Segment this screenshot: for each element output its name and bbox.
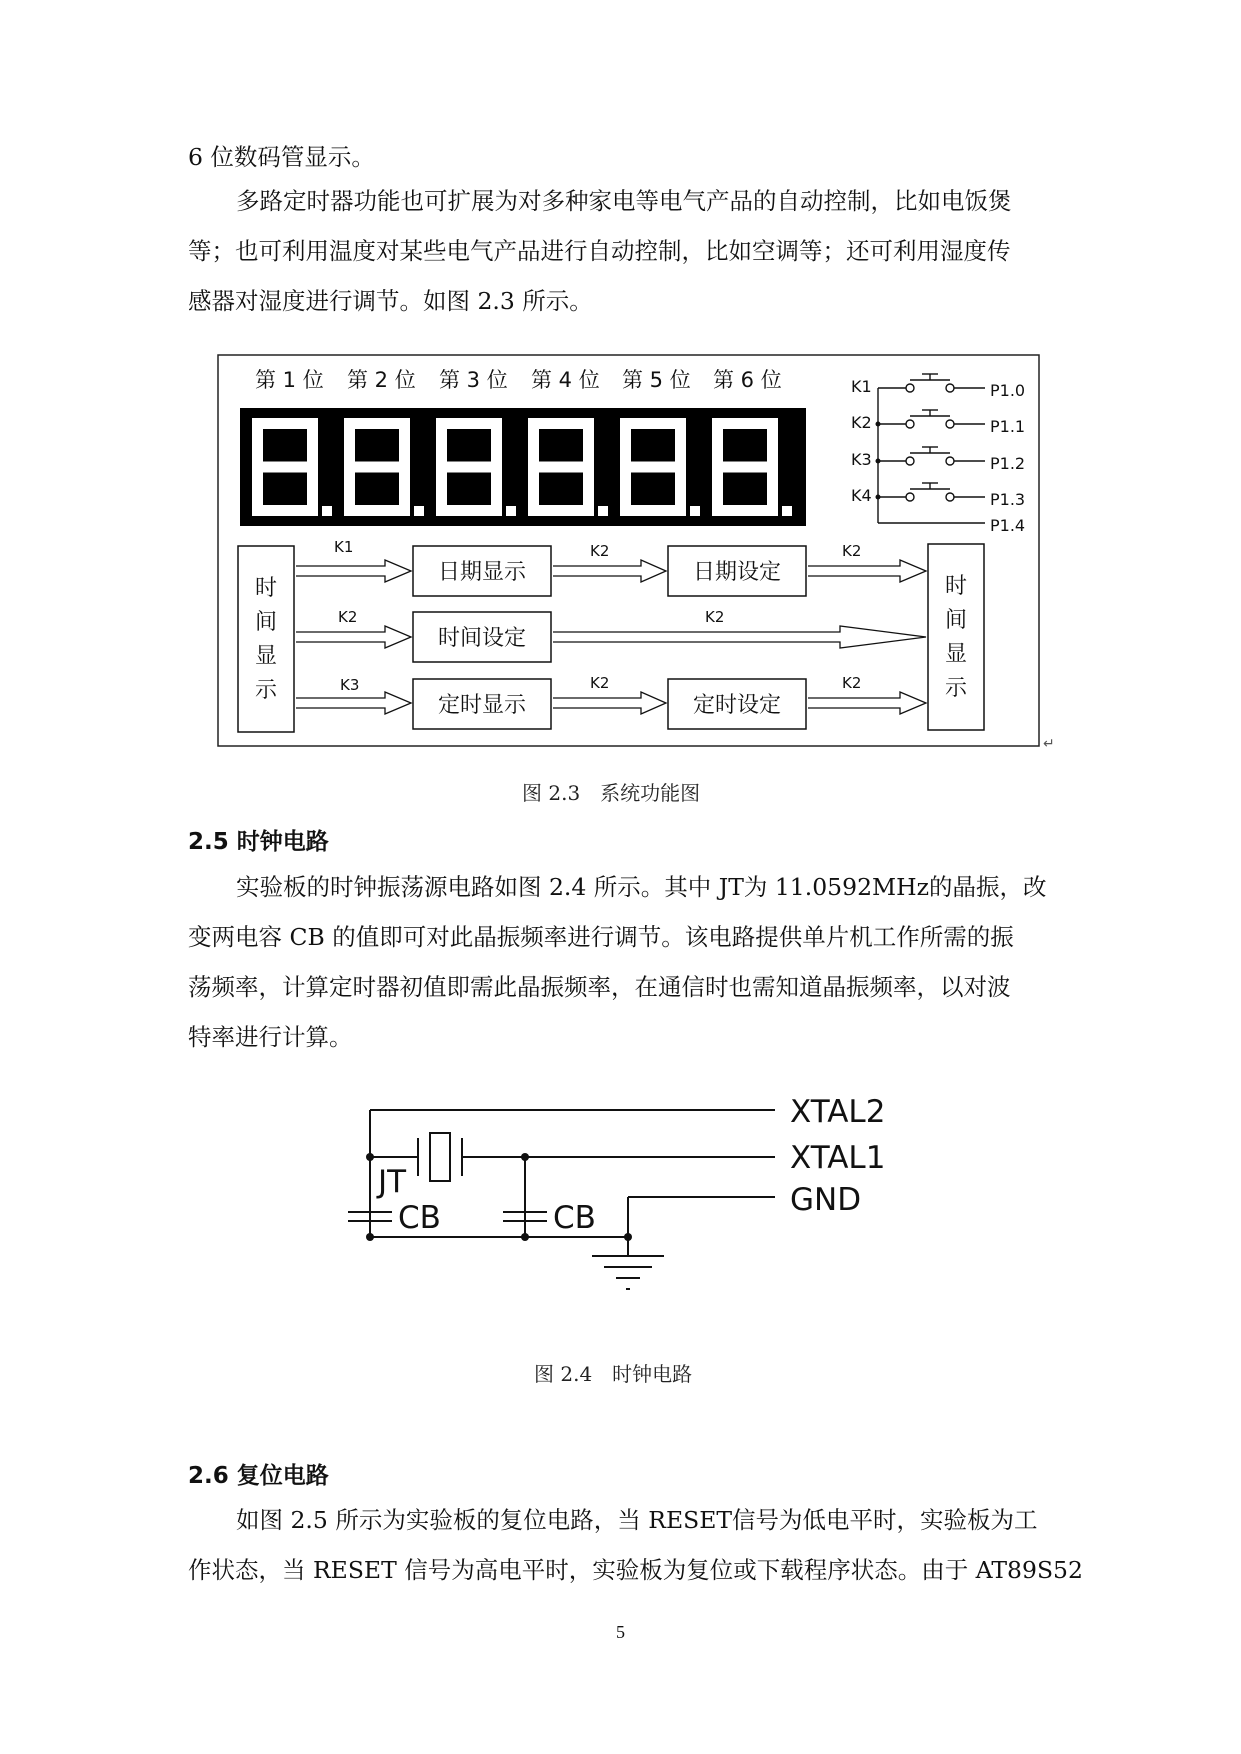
decimal-point — [782, 506, 792, 516]
box-label: 显 — [944, 642, 968, 667]
key-label: K2 — [851, 413, 872, 432]
box-label: 时 — [944, 574, 968, 599]
arrow — [296, 560, 411, 582]
arrow-label: K2 — [842, 674, 862, 692]
arrow — [553, 692, 666, 714]
box-label: 定时设定 — [692, 693, 782, 718]
key-label: K4 — [851, 486, 872, 505]
capacitor-label: CB — [398, 1200, 441, 1236]
arrow-label: K1 — [334, 538, 354, 556]
decimal-point — [690, 506, 700, 516]
pin-label-xtal2: XTAL2 — [790, 1094, 886, 1130]
arrow — [808, 692, 926, 714]
pin-label: P1.1 — [990, 417, 1026, 436]
section-heading: 2.5 时钟电路 — [188, 829, 329, 855]
text-line: 作状态，当 RESET 信号为高电平时，实验板为复位或下载程序状态。由于 AT89S52 — [188, 1556, 1083, 1584]
time-display-box-left — [238, 546, 294, 732]
arrow — [553, 560, 666, 582]
box-label: 间 — [254, 610, 278, 635]
decimal-point — [506, 506, 516, 516]
arrow-label: K2 — [842, 542, 862, 560]
crystal-label: JT — [378, 1164, 407, 1200]
text-line: 特率进行计算。 — [188, 1023, 353, 1051]
arrow-label: K2 — [590, 542, 610, 560]
digit-label: 第 5 位 — [622, 368, 691, 392]
system-function-diagram — [0, 0, 1241, 780]
digit-label: 第 4 位 — [531, 368, 600, 392]
box-label: 定时显示 — [437, 693, 527, 718]
decimal-point — [322, 506, 332, 516]
text-line: 感器对湿度进行调节。如图 2.3 所示。 — [188, 287, 593, 315]
clock-circuit-diagram — [0, 1080, 1241, 1340]
pin-label: P1.0 — [990, 381, 1026, 400]
box-label: 示 — [944, 676, 968, 701]
text-line: 多路定时器功能也可扩展为对多种家电等电气产品的自动控制，比如电饭煲 — [236, 187, 1012, 215]
box-label: 日期显示 — [437, 560, 527, 585]
text-line: 如图 2.5 所示为实验板的复位电路，当 RESET信号为低电平时，实验板为工 — [236, 1506, 1038, 1534]
arrow-label: K2 — [705, 608, 725, 626]
paragraph — [188, 862, 1056, 1062]
digit-label: 第 6 位 — [713, 368, 782, 392]
pin-label-xtal1: XTAL1 — [790, 1140, 886, 1176]
decimal-point — [598, 506, 608, 516]
text-line: 变两电容 CB 的值即可对此晶振频率进行调节。该电路提供单片机工作所需的振 — [188, 923, 1014, 951]
box-label: 时 — [254, 576, 278, 601]
text-line: 等；也可利用温度对某些电气产品进行自动控制，比如空调等；还可利用湿度传 — [188, 237, 1011, 265]
arrow — [553, 626, 926, 648]
pin-label: P1.2 — [990, 454, 1026, 473]
pin-label-gnd: GND — [790, 1182, 862, 1218]
decimal-point — [414, 506, 424, 516]
capacitor-label: CB — [553, 1200, 596, 1236]
arrow — [808, 560, 926, 582]
box-label: 时间设定 — [437, 626, 527, 651]
box-label: 示 — [254, 678, 278, 703]
arrow — [296, 626, 411, 648]
arrow-label: K3 — [340, 676, 360, 694]
pin-label: P1.4 — [990, 516, 1026, 535]
text-line: 实验板的时钟振荡源电路如图 2.4 所示。其中 JT为 11.0592MHz的晶振，改 — [236, 873, 1047, 901]
key-label: K1 — [851, 377, 872, 396]
text-line: 荡频率，计算定时器初值即需此晶振频率，在通信时也需知道晶振频率，以对波 — [188, 973, 1011, 1001]
box-label: 间 — [944, 608, 968, 633]
section-heading: 2.6 复位电路 — [188, 1463, 329, 1489]
time-display-box-right — [928, 544, 984, 730]
paragraph — [188, 1495, 1083, 1595]
figure-caption: 图 2.3 系统功能图 — [522, 781, 701, 805]
box-label: 显 — [254, 644, 278, 669]
digit-label: 第 2 位 — [347, 368, 416, 392]
key-label: K3 — [851, 450, 872, 469]
page-number: 5 — [616, 1622, 625, 1642]
text-line: 6 位数码管显示。 — [188, 143, 375, 171]
box-label: 日期设定 — [692, 560, 782, 585]
pin-label: P1.3 — [990, 490, 1026, 509]
figure-caption: 图 2.4 时钟电路 — [534, 1362, 693, 1386]
arrow-label: K2 — [338, 608, 358, 626]
return-mark: ↵ — [1043, 736, 1055, 752]
digit-label: 第 1 位 — [255, 368, 324, 392]
arrow — [296, 692, 411, 714]
arrow-label: K2 — [590, 674, 610, 692]
key-circuit — [878, 374, 985, 523]
digit-label: 第 3 位 — [439, 368, 508, 392]
